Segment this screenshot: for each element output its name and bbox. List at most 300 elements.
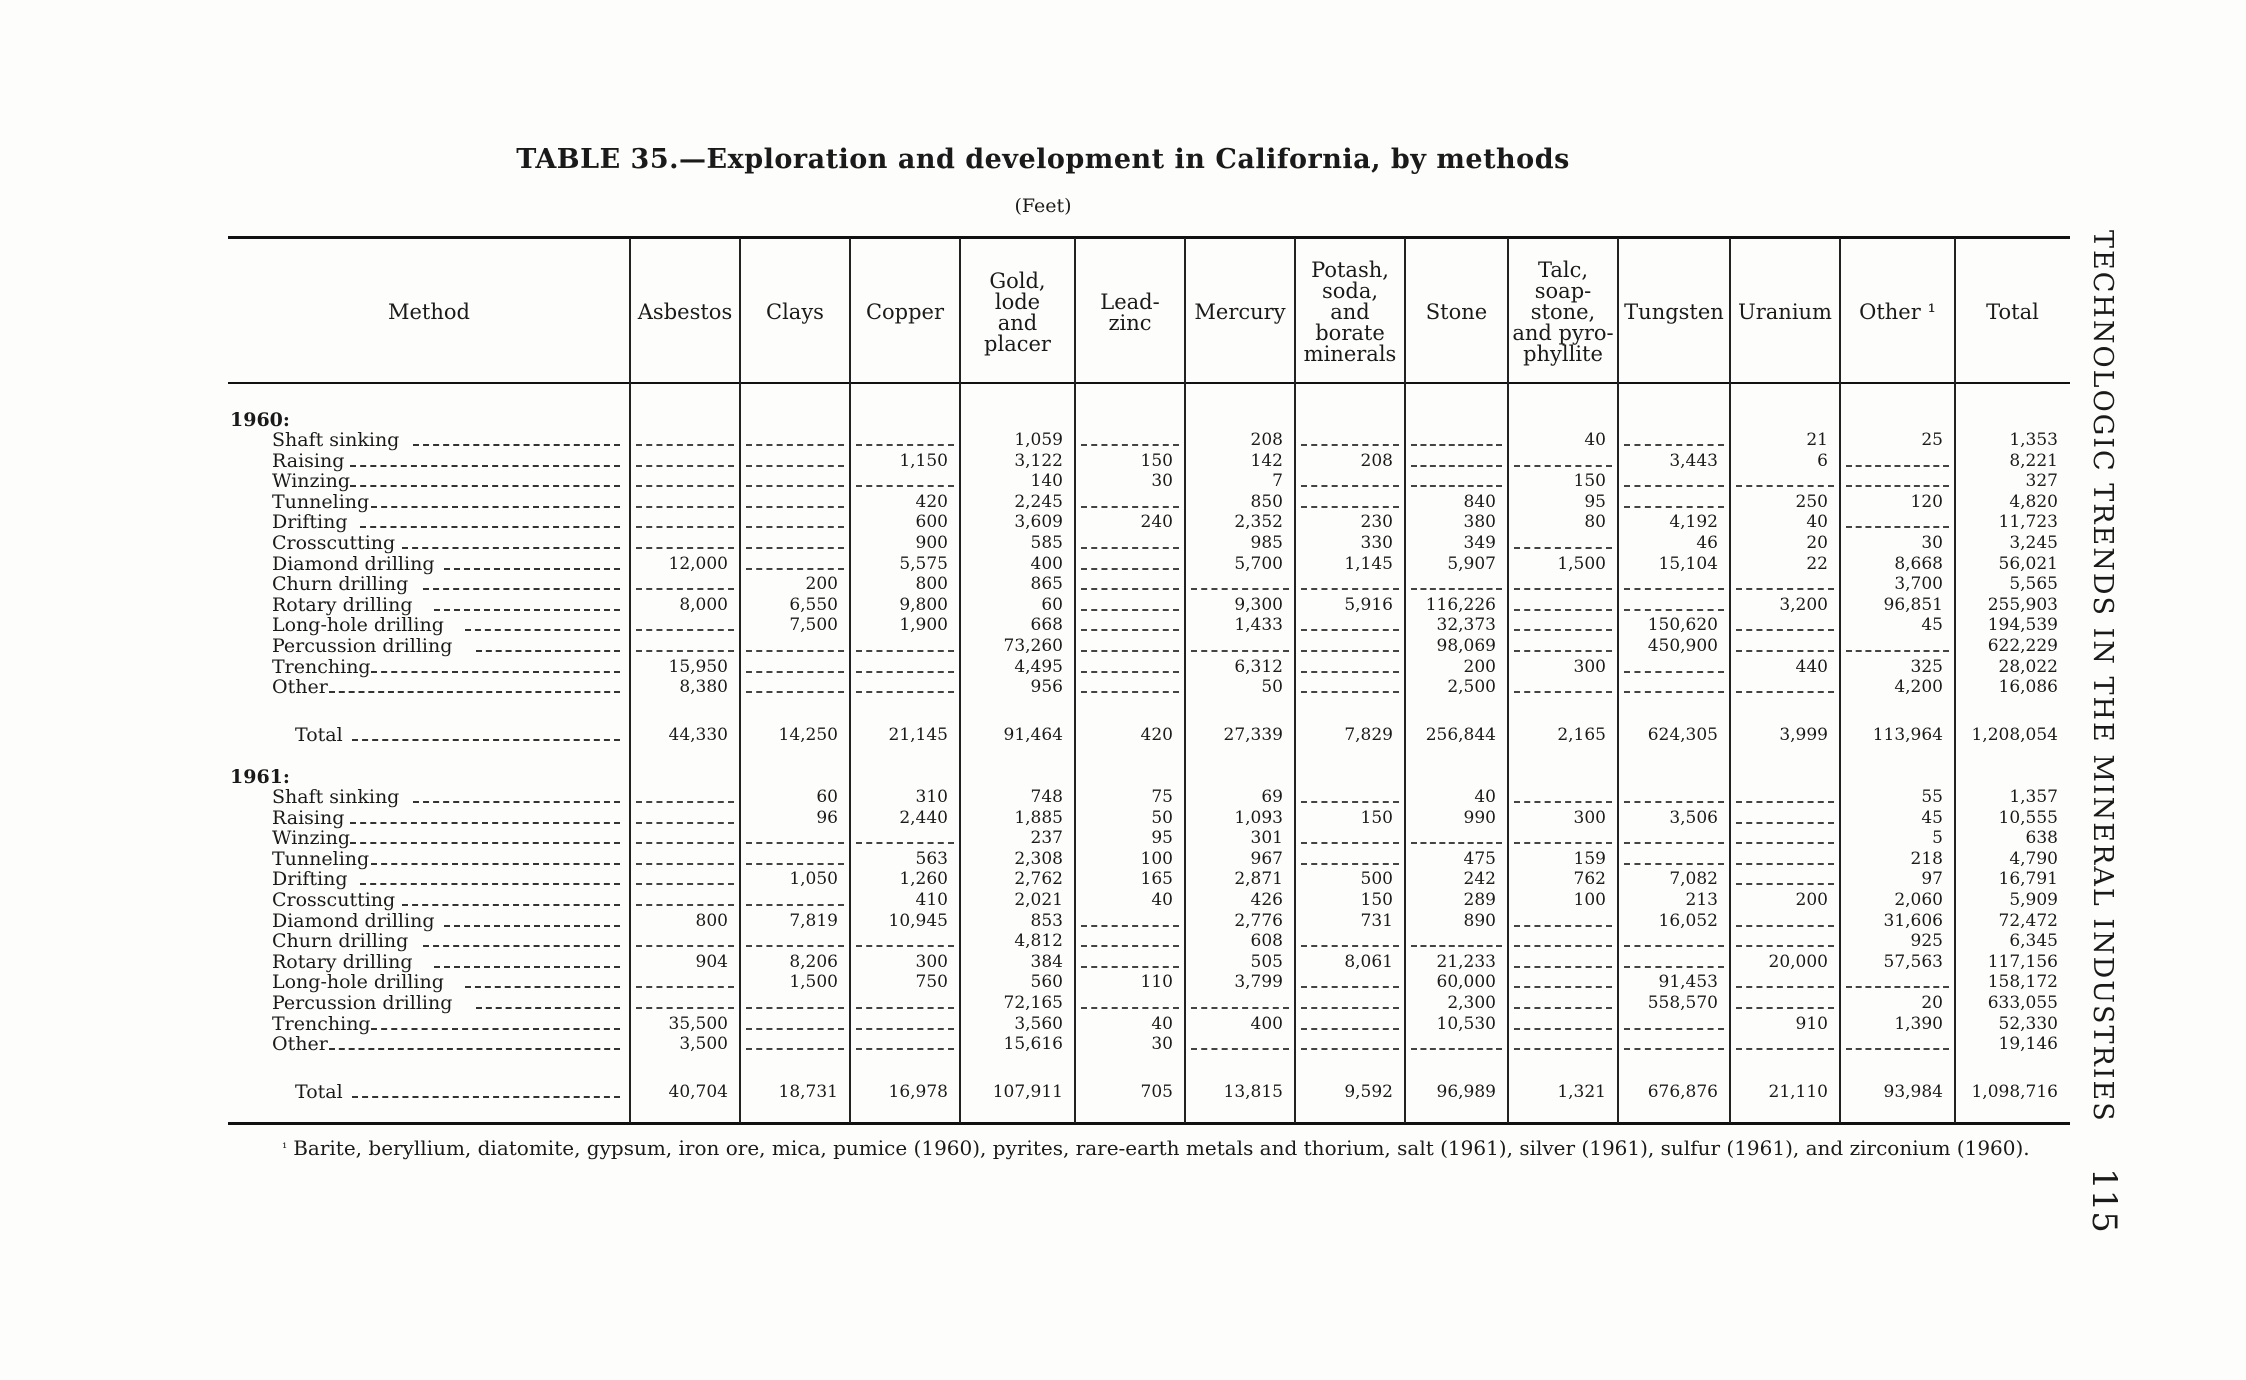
total-cell: 91,464 — [1003, 725, 1063, 745]
table-cell: 420 — [915, 491, 948, 512]
table-cell: 1,500 — [1557, 553, 1606, 574]
table-cell: 60 — [816, 787, 838, 807]
empty-cell — [1736, 1007, 1834, 1009]
column-header-label: Uranium — [1738, 300, 1832, 324]
empty-cell — [746, 904, 844, 906]
table-cell: 20,000 — [1768, 951, 1828, 972]
column-header — [630, 250, 740, 375]
table-cell: 5 — [1932, 828, 1943, 849]
column-header — [1955, 250, 2070, 375]
column-header-label: Method — [388, 300, 470, 324]
table-cell: 110 — [1140, 972, 1173, 993]
table-cell: 16,791 — [1998, 869, 2058, 890]
empty-cell — [746, 842, 844, 844]
empty-cell — [856, 650, 954, 652]
table-cell: 330 — [1360, 533, 1393, 553]
table-cell: 12,000 — [668, 553, 728, 574]
table-cell: 40 — [1584, 430, 1606, 450]
page-number: 115 — [2084, 1168, 2124, 1233]
empty-cell — [1846, 485, 1949, 487]
empty-cell — [1846, 465, 1949, 467]
table-cell: 96,851 — [1883, 594, 1943, 615]
row-leader — [413, 801, 621, 803]
table-cell: 250 — [1795, 491, 1828, 512]
table-cell: 3,506 — [1669, 807, 1718, 828]
row-leader — [350, 842, 621, 844]
table-cell: 558,570 — [1647, 993, 1718, 1013]
table-cell: 95 — [1584, 491, 1606, 512]
row-label: Long-hole drilling — [272, 971, 444, 994]
table-cell: 925 — [1910, 931, 1943, 952]
table-cell: 5,916 — [1344, 594, 1393, 615]
table-cell: 4,812 — [1014, 931, 1063, 952]
row-label: Drifting — [272, 511, 348, 534]
total-cell: 107,911 — [992, 1082, 1063, 1102]
row-leader — [465, 986, 620, 988]
empty-cell — [746, 945, 844, 947]
table-cell: 32,373 — [1436, 615, 1496, 636]
row-label: Shaft sinking — [272, 786, 400, 808]
row-label: Trenching — [272, 1012, 371, 1035]
table-cell: 731 — [1360, 910, 1393, 931]
empty-cell — [1411, 945, 1502, 947]
empty-cell — [1411, 1048, 1502, 1050]
table-cell: 2,300 — [1447, 993, 1496, 1013]
empty-cell — [1736, 945, 1834, 947]
table-cell: 2,060 — [1894, 890, 1943, 910]
table-cell: 440 — [1795, 656, 1828, 677]
table-cell: 21 — [1806, 430, 1828, 450]
column-header — [1405, 250, 1508, 375]
empty-cell — [1624, 945, 1724, 947]
empty-cell — [636, 863, 734, 865]
table-cell: 840 — [1463, 491, 1496, 512]
empty-cell — [746, 547, 844, 549]
empty-cell — [1736, 822, 1834, 824]
empty-cell — [1301, 671, 1399, 673]
column-header-label: Gold, lode and placer — [984, 268, 1051, 356]
table-cell: 142 — [1250, 450, 1283, 471]
empty-cell — [636, 801, 734, 803]
table-cell: 2,440 — [899, 807, 948, 828]
table-cell: 30 — [1151, 1034, 1173, 1055]
table-cell: 384 — [1030, 951, 1063, 972]
table-cell: 60,000 — [1436, 972, 1496, 993]
empty-cell — [1301, 506, 1399, 508]
table-cell: 15,104 — [1658, 553, 1718, 574]
column-header — [740, 250, 850, 375]
row-leader — [371, 671, 621, 673]
table-cell: 200 — [1463, 656, 1496, 677]
table-cell: 50 — [1261, 677, 1283, 698]
empty-cell — [1081, 444, 1179, 446]
total-cell: 1,208,054 — [1971, 725, 2058, 745]
table-cell: 5,575 — [899, 553, 948, 574]
table-cell: 904 — [695, 951, 728, 972]
empty-cell — [1191, 1048, 1289, 1050]
column-header-label: Clays — [766, 300, 824, 324]
empty-cell — [1301, 863, 1399, 865]
total-cell: 420 — [1140, 725, 1173, 745]
table-cell: 800 — [695, 910, 728, 931]
empty-cell — [1514, 588, 1612, 590]
table-cell: 150 — [1360, 890, 1393, 910]
table-cell: 28,022 — [1998, 656, 2058, 677]
table-cell: 1,150 — [899, 450, 948, 471]
table-cell: 3,609 — [1014, 512, 1063, 533]
total-cell: 21,145 — [888, 725, 948, 745]
table-cell: 72,472 — [1998, 910, 2058, 931]
total-cell: 705 — [1140, 1082, 1173, 1102]
column-header — [850, 250, 960, 375]
table-cell: 22 — [1806, 553, 1828, 574]
table-cell: 800 — [915, 574, 948, 595]
table-cell: 8,000 — [679, 594, 728, 615]
row-leader — [434, 609, 621, 611]
empty-cell — [746, 568, 844, 570]
empty-cell — [1411, 465, 1502, 467]
row-label: Winzing — [272, 470, 350, 493]
table-cell: 622,229 — [1987, 636, 2058, 656]
table-cell: 240 — [1140, 512, 1173, 533]
row-leader — [423, 945, 620, 947]
total-cell: 44,330 — [668, 725, 728, 745]
column-header — [960, 250, 1075, 375]
table-cell: 865 — [1030, 574, 1063, 595]
row-leader — [352, 739, 621, 741]
table-cell: 8,221 — [2009, 450, 2058, 471]
table-cell: 25 — [1921, 430, 1943, 450]
table-cell: 69 — [1261, 787, 1283, 807]
row-leader — [360, 883, 620, 885]
empty-cell — [636, 650, 734, 652]
table-cell: 150 — [1360, 807, 1393, 828]
empty-cell — [1081, 691, 1179, 693]
total-cell: 14,250 — [778, 725, 838, 745]
empty-cell — [1301, 986, 1399, 988]
table-cell: 57,563 — [1883, 951, 1943, 972]
row-leader — [360, 526, 620, 528]
column-header — [1840, 250, 1955, 375]
empty-cell — [1514, 465, 1612, 467]
table-subtitle: (Feet) — [1014, 195, 1072, 217]
empty-cell — [1081, 966, 1179, 968]
column-header-label: Talc, soap- stone, and pyro- phyllite — [1512, 258, 1614, 366]
table-cell: 400 — [1250, 1013, 1283, 1034]
table-cell: 3,500 — [679, 1034, 728, 1055]
empty-cell — [1736, 801, 1834, 803]
empty-cell — [1081, 925, 1179, 927]
total-cell: 16,978 — [888, 1082, 948, 1102]
column-header — [1295, 250, 1405, 375]
empty-cell — [1624, 842, 1724, 844]
table-cell: 3,200 — [1779, 594, 1828, 615]
empty-cell — [1736, 629, 1834, 631]
row-label: Diamond drilling — [272, 909, 435, 932]
table-cell: 2,352 — [1234, 512, 1283, 533]
row-leader — [329, 1048, 621, 1050]
empty-cell — [1736, 842, 1834, 844]
empty-cell — [1191, 588, 1289, 590]
empty-cell — [1624, 801, 1724, 803]
table-cell: 638 — [2025, 828, 2058, 849]
empty-cell — [1301, 801, 1399, 803]
row-leader — [434, 966, 621, 968]
column-header-label: Copper — [865, 300, 945, 324]
row-label: Trenching — [272, 655, 371, 678]
table-cell: 400 — [1030, 553, 1063, 574]
total-cell: 21,110 — [1768, 1082, 1828, 1102]
empty-cell — [636, 465, 734, 467]
row-leader — [476, 650, 621, 652]
table-cell: 748 — [1030, 787, 1063, 807]
column-header-label: Stone — [1425, 300, 1488, 324]
table-cell: 3,700 — [1894, 574, 1943, 595]
row-label: Raising — [272, 806, 345, 829]
empty-cell — [636, 629, 734, 631]
table-cell: 97 — [1921, 869, 1943, 890]
row-leader — [371, 506, 621, 508]
empty-cell — [1301, 444, 1399, 446]
table-cell: 16,086 — [1998, 677, 2058, 698]
table-cell: 1,145 — [1344, 553, 1393, 574]
row-leader — [465, 629, 620, 631]
table-cell: 208 — [1360, 450, 1393, 471]
table-cell: 120 — [1910, 491, 1943, 512]
empty-cell — [1081, 945, 1179, 947]
table-cell: 8,206 — [789, 951, 838, 972]
table-cell: 8,380 — [679, 677, 728, 698]
table-cell: 3,245 — [2009, 533, 2058, 553]
empty-cell — [1514, 609, 1612, 611]
empty-cell — [1514, 966, 1612, 968]
table-cell: 2,245 — [1014, 491, 1063, 512]
empty-cell — [1411, 588, 1502, 590]
table-cell: 1,093 — [1234, 807, 1283, 828]
empty-cell — [636, 842, 734, 844]
total-cell: 3,999 — [1779, 725, 1828, 745]
table-cell: 100 — [1573, 890, 1606, 910]
empty-cell — [1736, 925, 1834, 927]
empty-cell — [1514, 691, 1612, 693]
table-cell: 150 — [1573, 471, 1606, 492]
table-cell: 8,668 — [1894, 553, 1943, 574]
table-cell: 91,453 — [1658, 972, 1718, 993]
row-label: Long-hole drilling — [272, 614, 444, 637]
row-label: Tunneling — [272, 490, 370, 513]
empty-cell — [1846, 526, 1949, 528]
table-cell: 410 — [915, 890, 948, 910]
table-cell: 40 — [1474, 787, 1496, 807]
empty-cell — [636, 986, 734, 988]
table-cell: 3,560 — [1014, 1013, 1063, 1034]
row-leader — [350, 465, 621, 467]
empty-cell — [856, 485, 954, 487]
row-label: Percussion drilling — [272, 992, 453, 1014]
empty-cell — [636, 444, 734, 446]
column-header — [1618, 250, 1730, 375]
empty-cell — [1301, 945, 1399, 947]
table-cell: 10,530 — [1436, 1013, 1496, 1034]
table-cell: 500 — [1360, 869, 1393, 890]
empty-cell — [1514, 842, 1612, 844]
empty-cell — [1624, 863, 1724, 865]
empty-cell — [1301, 842, 1399, 844]
empty-cell — [746, 485, 844, 487]
empty-cell — [636, 1007, 734, 1009]
empty-cell — [1301, 1007, 1399, 1009]
empty-cell — [1081, 547, 1179, 549]
empty-cell — [636, 883, 734, 885]
empty-cell — [636, 588, 734, 590]
column-header — [1730, 250, 1840, 375]
empty-cell — [1514, 547, 1612, 549]
table-cell: 96 — [816, 807, 838, 828]
total-cell: 93,984 — [1883, 1082, 1943, 1102]
total-cell: 113,964 — [1872, 725, 1943, 745]
table-cell: 45 — [1921, 807, 1943, 828]
running-head: TECHNOLOGIC TRENDS IN THE MINERAL INDUSTRIES — [2087, 230, 2118, 1123]
table-cell: 608 — [1250, 931, 1283, 952]
empty-cell — [1736, 691, 1834, 693]
table-cell: 301 — [1250, 828, 1283, 849]
table-cell: 3,443 — [1669, 450, 1718, 471]
total-row-label: Total — [295, 1081, 343, 1103]
empty-cell — [1081, 671, 1179, 673]
table-cell: 2,871 — [1234, 869, 1283, 890]
table-cell: 2,762 — [1014, 869, 1063, 890]
row-label: Tunneling — [272, 847, 370, 870]
table-cell: 208 — [1250, 430, 1283, 450]
total-row-label: Total — [295, 724, 343, 746]
empty-cell — [746, 691, 844, 693]
column-header — [228, 250, 630, 375]
table-cell: 116,226 — [1425, 594, 1496, 615]
table-cell: 1,050 — [789, 869, 838, 890]
table-cell: 200 — [805, 574, 838, 595]
table-cell: 1,885 — [1014, 807, 1063, 828]
table-cell: 15,950 — [668, 656, 728, 677]
empty-cell — [1081, 588, 1179, 590]
row-label: Drifting — [272, 868, 348, 891]
table-cell: 46 — [1696, 533, 1718, 553]
total-cell: 256,844 — [1425, 725, 1496, 745]
table-cell: 60 — [1041, 594, 1063, 615]
table-cell: 150,620 — [1647, 615, 1718, 636]
table-cell: 242 — [1463, 869, 1496, 890]
table-cell: 450,900 — [1647, 636, 1718, 656]
table-cell: 3,122 — [1014, 450, 1063, 471]
empty-cell — [1081, 568, 1179, 570]
table-cell: 98,069 — [1436, 636, 1496, 656]
table-bottom-rule — [228, 1122, 2070, 1125]
empty-cell — [1081, 609, 1179, 611]
table-cell: 310 — [915, 787, 948, 807]
empty-cell — [636, 506, 734, 508]
table-cell: 505 — [1250, 951, 1283, 972]
empty-cell — [856, 1028, 954, 1030]
empty-cell — [1736, 485, 1834, 487]
table-cell: 35,500 — [668, 1013, 728, 1034]
row-leader — [352, 1096, 621, 1098]
empty-cell — [1624, 485, 1724, 487]
table-cell: 5,907 — [1447, 553, 1496, 574]
table-cell: 2,776 — [1234, 910, 1283, 931]
empty-cell — [746, 1007, 844, 1009]
table-cell: 300 — [1573, 807, 1606, 828]
table-cell: 20 — [1806, 533, 1828, 553]
table-cell: 300 — [915, 951, 948, 972]
empty-cell — [1736, 986, 1834, 988]
table-cell: 11,723 — [1998, 512, 2058, 533]
column-header-label: Other ¹ — [1859, 300, 1936, 324]
table-cell: 8,061 — [1344, 951, 1393, 972]
table-cell: 1,500 — [789, 972, 838, 993]
row-label: Other — [272, 1033, 328, 1056]
table-cell: 1,357 — [2009, 787, 2058, 807]
table-cell: 117,156 — [1987, 951, 2058, 972]
table-cell: 900 — [915, 533, 948, 553]
table-cell: 7,500 — [789, 615, 838, 636]
empty-cell — [1411, 842, 1502, 844]
empty-cell — [1846, 1048, 1949, 1050]
table-cell: 1,260 — [899, 869, 948, 890]
empty-cell — [1624, 1048, 1724, 1050]
row-leader — [350, 485, 621, 487]
empty-cell — [746, 1048, 844, 1050]
table-cell: 40 — [1806, 512, 1828, 533]
total-cell: 624,305 — [1647, 725, 1718, 745]
row-leader — [371, 1028, 621, 1030]
total-cell: 1,098,716 — [1971, 1082, 2058, 1102]
table-cell: 585 — [1030, 533, 1063, 553]
table-cell: 1,390 — [1894, 1013, 1943, 1034]
empty-cell — [1191, 650, 1289, 652]
table-cell: 100 — [1140, 848, 1173, 869]
table-cell: 7 — [1272, 471, 1283, 492]
table-cell: 30 — [1921, 533, 1943, 553]
empty-cell — [636, 526, 734, 528]
section-year: 1960: — [230, 409, 290, 431]
empty-cell — [856, 1007, 954, 1009]
empty-cell — [856, 842, 954, 844]
table-cell: 4,495 — [1014, 656, 1063, 677]
empty-cell — [746, 526, 844, 528]
row-leader — [329, 691, 621, 693]
empty-cell — [746, 863, 844, 865]
total-cell: 2,165 — [1557, 725, 1606, 745]
table-header-rule — [228, 382, 2070, 384]
section-year: 1961: — [230, 766, 290, 788]
table-cell: 475 — [1463, 848, 1496, 869]
empty-cell — [1191, 1007, 1289, 1009]
empty-cell — [1301, 1048, 1399, 1050]
table-top-rule — [228, 236, 2070, 239]
empty-cell — [636, 904, 734, 906]
empty-cell — [856, 671, 954, 673]
table-cell: 327 — [2025, 471, 2058, 492]
table-cell: 21,233 — [1436, 951, 1496, 972]
column-header-label: Mercury — [1194, 300, 1286, 324]
table-cell: 45 — [1921, 615, 1943, 636]
table-cell: 2,500 — [1447, 677, 1496, 698]
footnote: $^{^1}$ Barite, beryllium, diatomite, gypsum, iron ore, mica, pumice (1960), pyrites, rare-earth metals and thorium, salt (1961), silver (1961), sulfur (1961), and zirconium (1960). — [282, 1136, 2030, 1160]
row-label: Raising — [272, 449, 345, 472]
table-cell: 30 — [1151, 471, 1173, 492]
row-leader — [413, 444, 621, 446]
row-label: Churn drilling — [272, 573, 409, 596]
table-cell: 40 — [1151, 1013, 1173, 1034]
